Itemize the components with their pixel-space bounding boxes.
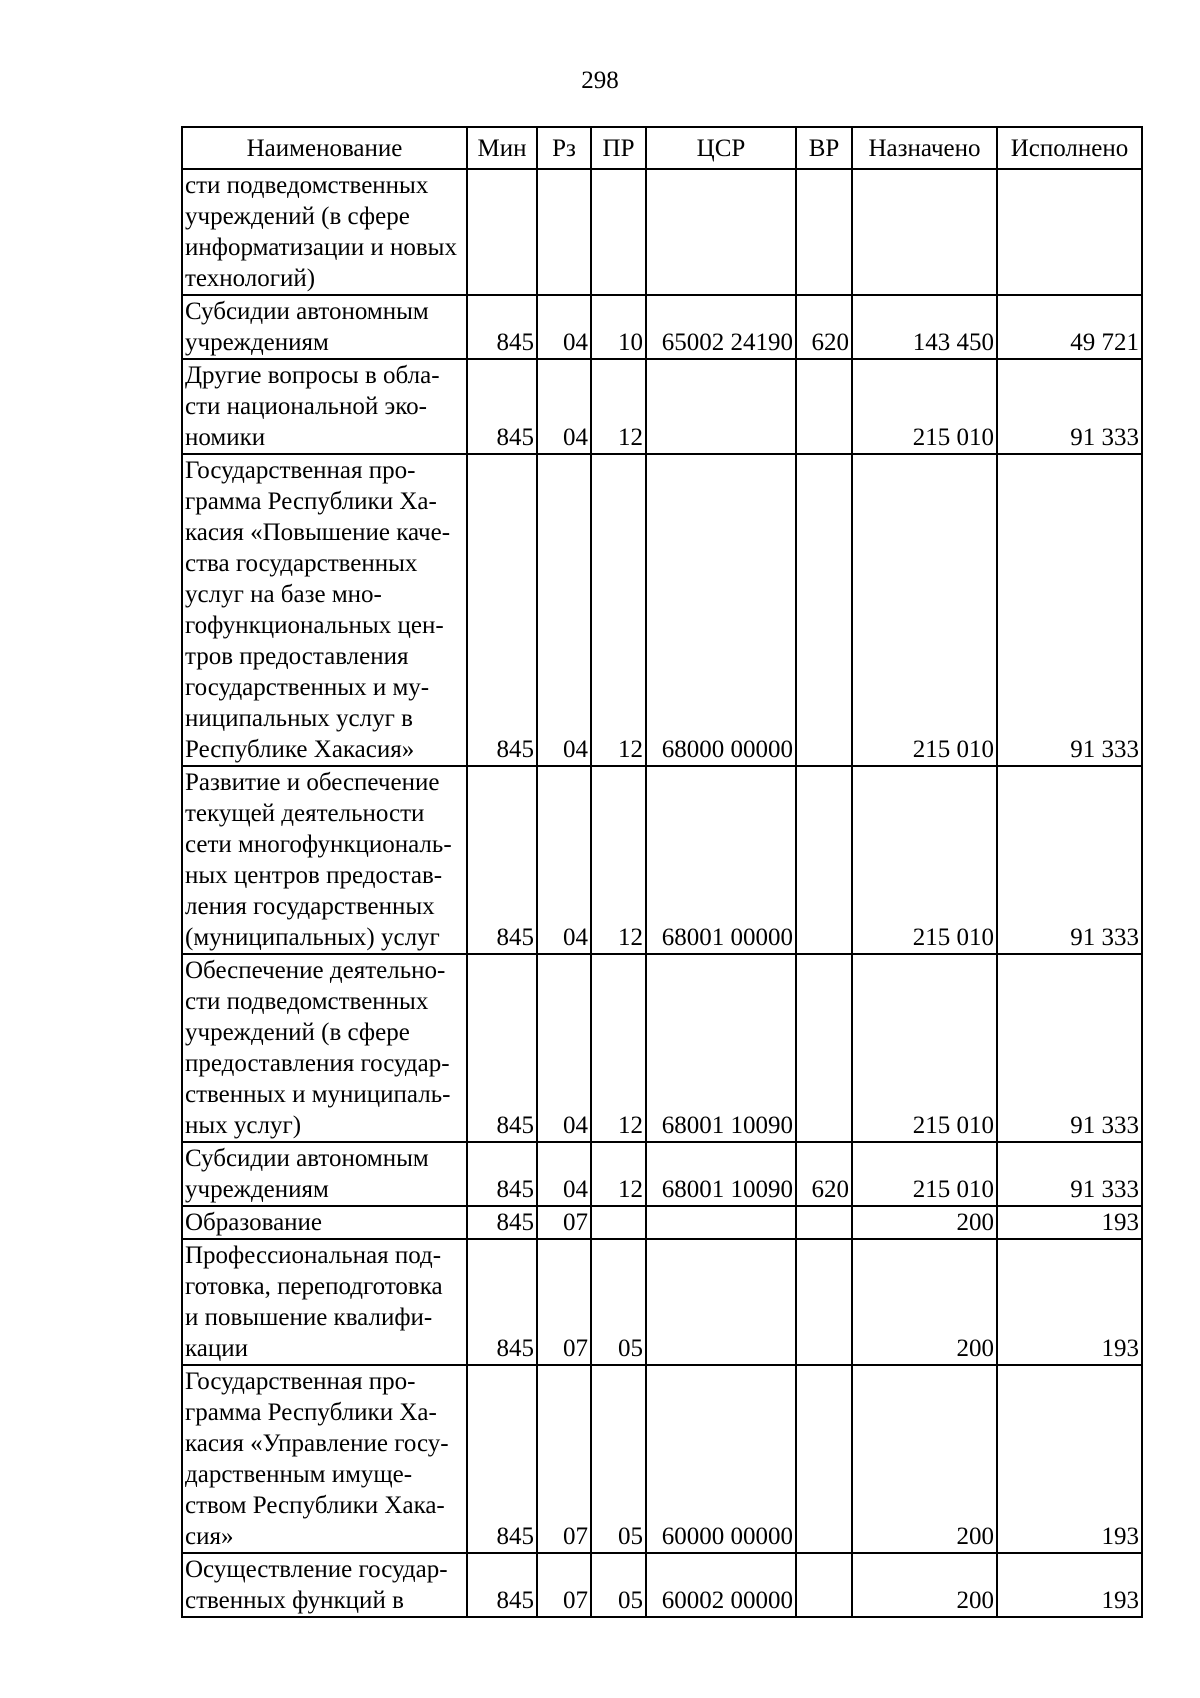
- cell-vr: 620: [796, 1142, 852, 1206]
- cell-rz: 04: [537, 359, 591, 454]
- cell-name-line: готовка, переподготовка: [185, 1273, 443, 1300]
- header-name: Наименование: [182, 127, 467, 169]
- cell-name-line: Обеспечение деятельно-: [185, 957, 446, 984]
- cell-vr: [796, 1553, 852, 1617]
- cell-name: [182, 1239, 467, 1365]
- cell-rz: 04: [537, 1142, 591, 1206]
- cell-name: [182, 295, 467, 359]
- cell-name-line: Образование: [185, 1209, 323, 1236]
- cell-executed: 91 333: [997, 454, 1142, 766]
- cell-name-line: текущей деятельности: [185, 800, 425, 827]
- cell-name-line: кации: [185, 1335, 249, 1362]
- table-row: [182, 1239, 1142, 1365]
- header-rz: Рз: [537, 127, 591, 169]
- cell-pr: 05: [591, 1239, 646, 1365]
- cell-executed: 91 333: [997, 1142, 1142, 1206]
- cell-name-line: технологий): [185, 265, 316, 292]
- cell-pr: 10: [591, 295, 646, 359]
- cell-name-line: сти подведомственных: [185, 172, 429, 199]
- cell-assigned: 200: [852, 1206, 997, 1239]
- cell-name-line: тров предоставления: [185, 643, 409, 670]
- cell-pr: 12: [591, 766, 646, 954]
- table-body: [182, 169, 1142, 1617]
- cell-name-line: ством Республики Хака-: [185, 1492, 445, 1519]
- cell-name-line: Развитие и обеспечение: [185, 769, 440, 796]
- cell-name-line: гофункциональных цен-: [185, 612, 444, 639]
- header-row: [182, 127, 1142, 169]
- cell-assigned: 143 450: [852, 295, 997, 359]
- cell-csr: [646, 1206, 796, 1239]
- cell-name-line: ственных функций в: [185, 1587, 404, 1614]
- table-row: [182, 1142, 1142, 1206]
- cell-name: [182, 359, 467, 454]
- cell-name: [182, 169, 467, 295]
- cell-name: [182, 1553, 467, 1617]
- cell-name-line: ниципальных услуг в: [185, 705, 413, 732]
- cell-min: 845: [467, 454, 537, 766]
- cell-min: 845: [467, 1553, 537, 1617]
- cell-rz: 07: [537, 1553, 591, 1617]
- table-row: [182, 454, 1142, 766]
- header-assigned: Назначено: [852, 127, 997, 169]
- cell-executed: 193: [997, 1365, 1142, 1553]
- cell-name-line: касия «Повышение каче-: [185, 519, 451, 546]
- cell-assigned: 215 010: [852, 766, 997, 954]
- cell-name-line: информатизации и новых: [185, 234, 457, 261]
- cell-name-line: Субсидии автономным: [185, 1145, 429, 1172]
- cell-name-line: сия»: [185, 1523, 234, 1550]
- cell-name: [182, 766, 467, 954]
- cell-assigned: 215 010: [852, 954, 997, 1142]
- cell-min: 845: [467, 1365, 537, 1553]
- header-executed: Исполнено: [997, 127, 1142, 169]
- cell-csr: 60000 00000: [646, 1365, 796, 1553]
- cell-name-line: Другие вопросы в обла-: [185, 362, 440, 389]
- cell-name-line: ственных и муниципаль-: [185, 1081, 451, 1108]
- cell-name-line: сети многофункциональ-: [185, 831, 452, 858]
- cell-name-line: Осуществление государ-: [185, 1556, 448, 1583]
- cell-vr: 620: [796, 295, 852, 359]
- table-row: [182, 295, 1142, 359]
- cell-name: [182, 954, 467, 1142]
- cell-pr: 05: [591, 1553, 646, 1617]
- table-row: [182, 954, 1142, 1142]
- cell-min: 845: [467, 1206, 537, 1239]
- cell-name-line: сти подведомственных: [185, 988, 429, 1015]
- table-row: [182, 1553, 1142, 1617]
- cell-csr: 68001 10090: [646, 954, 796, 1142]
- cell-pr: 12: [591, 454, 646, 766]
- cell-pr: 12: [591, 359, 646, 454]
- cell-name: [182, 1365, 467, 1553]
- cell-rz: 07: [537, 1206, 591, 1239]
- cell-executed: 193: [997, 1553, 1142, 1617]
- cell-csr: [646, 169, 796, 295]
- cell-vr: [796, 169, 852, 295]
- cell-min: 845: [467, 295, 537, 359]
- cell-assigned: 200: [852, 1553, 997, 1617]
- table-row: [182, 169, 1142, 295]
- cell-executed: 91 333: [997, 954, 1142, 1142]
- cell-name-line: ных центров предостав-: [185, 862, 443, 889]
- cell-name-line: сти национальной эко-: [185, 393, 427, 420]
- cell-vr: [796, 454, 852, 766]
- cell-vr: [796, 1365, 852, 1553]
- cell-name-line: Республике Хакасия»: [185, 736, 415, 763]
- cell-name-line: Государственная про-: [185, 1368, 416, 1395]
- cell-min: 845: [467, 766, 537, 954]
- cell-assigned: 215 010: [852, 454, 997, 766]
- cell-name-line: учреждениям: [185, 1176, 329, 1203]
- cell-csr: [646, 1239, 796, 1365]
- cell-assigned: 200: [852, 1365, 997, 1553]
- header-csr: ЦСР: [646, 127, 796, 169]
- cell-name-line: учреждениям: [185, 329, 329, 356]
- cell-pr: 12: [591, 1142, 646, 1206]
- cell-pr: 05: [591, 1365, 646, 1553]
- cell-name-line: касия «Управление госу-: [185, 1430, 449, 1457]
- cell-vr: [796, 1239, 852, 1365]
- cell-rz: 04: [537, 766, 591, 954]
- cell-min: [467, 169, 537, 295]
- cell-name-line: учреждений (в сфере: [185, 203, 410, 230]
- cell-assigned: 200: [852, 1239, 997, 1365]
- cell-csr: 68001 00000: [646, 766, 796, 954]
- cell-name-line: грамма Республики Ха-: [185, 1399, 437, 1426]
- cell-vr: [796, 766, 852, 954]
- cell-rz: 07: [537, 1239, 591, 1365]
- cell-executed: 193: [997, 1206, 1142, 1239]
- cell-min: 845: [467, 1239, 537, 1365]
- cell-assigned: [852, 169, 997, 295]
- cell-assigned: 215 010: [852, 1142, 997, 1206]
- cell-name-line: Субсидии автономным: [185, 298, 429, 325]
- cell-min: 845: [467, 359, 537, 454]
- cell-pr: 12: [591, 954, 646, 1142]
- cell-vr: [796, 954, 852, 1142]
- cell-name-line: предоставления государ-: [185, 1050, 450, 1077]
- page-number: 298: [581, 67, 619, 94]
- header-min: Мин: [467, 127, 537, 169]
- cell-min: 845: [467, 954, 537, 1142]
- table-row: [182, 1365, 1142, 1553]
- table-row: [182, 1206, 1142, 1239]
- cell-name-line: государственных и му-: [185, 674, 430, 701]
- cell-vr: [796, 359, 852, 454]
- cell-rz: 04: [537, 454, 591, 766]
- cell-name-line: номики: [185, 424, 266, 451]
- cell-rz: 04: [537, 295, 591, 359]
- cell-rz: 04: [537, 954, 591, 1142]
- cell-name-line: Профессиональная под-: [185, 1242, 442, 1269]
- cell-pr: [591, 1206, 646, 1239]
- cell-assigned: 215 010: [852, 359, 997, 454]
- cell-name-line: грамма Республики Ха-: [185, 488, 437, 515]
- header-pr: ПР: [591, 127, 646, 169]
- cell-name: [182, 1206, 467, 1239]
- cell-name-line: учреждений (в сфере: [185, 1019, 410, 1046]
- cell-csr: 68000 00000: [646, 454, 796, 766]
- cell-csr: 65002 24190: [646, 295, 796, 359]
- cell-name-line: ства государственных: [185, 550, 418, 577]
- cell-executed: 91 333: [997, 766, 1142, 954]
- cell-name-line: Государственная про-: [185, 457, 416, 484]
- cell-executed: 49 721: [997, 295, 1142, 359]
- header-vr: ВР: [796, 127, 852, 169]
- cell-name-line: ления государственных: [185, 893, 435, 920]
- table-row: [182, 766, 1142, 954]
- cell-name-line: дарственным имуще-: [185, 1461, 413, 1488]
- cell-vr: [796, 1206, 852, 1239]
- cell-name: [182, 1142, 467, 1206]
- budget-table: [181, 126, 1143, 1618]
- cell-name-line: услуг на базе мно-: [185, 581, 382, 608]
- cell-executed: 193: [997, 1239, 1142, 1365]
- cell-executed: [997, 169, 1142, 295]
- cell-pr: [591, 169, 646, 295]
- table-row: [182, 359, 1142, 454]
- cell-name: [182, 454, 467, 766]
- cell-executed: 91 333: [997, 359, 1142, 454]
- cell-min: 845: [467, 1142, 537, 1206]
- cell-csr: 68001 10090: [646, 1142, 796, 1206]
- cell-csr: 60002 00000: [646, 1553, 796, 1617]
- cell-name-line: ных услуг): [185, 1112, 302, 1139]
- cell-csr: [646, 359, 796, 454]
- cell-rz: [537, 169, 591, 295]
- cell-name-line: и повышение квалифи-: [185, 1304, 433, 1331]
- cell-rz: 07: [537, 1365, 591, 1553]
- cell-name-line: (муниципальных) услуг: [185, 924, 440, 951]
